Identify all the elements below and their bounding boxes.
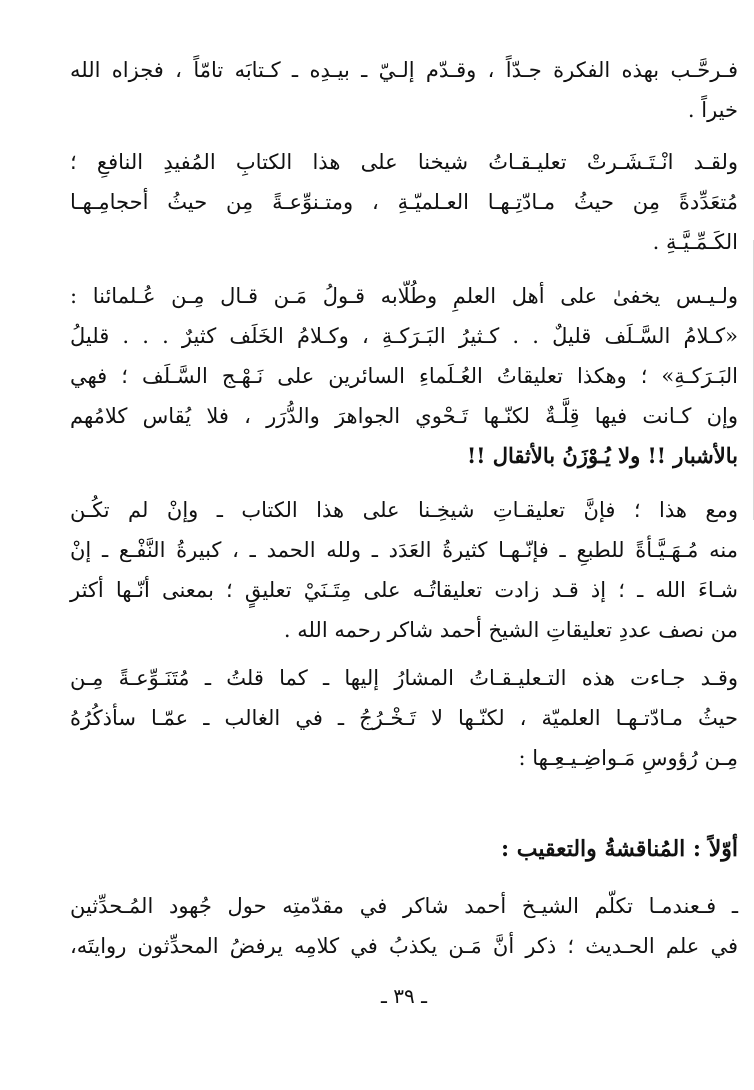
text-line: ـ فـعندمـا تكلّم الشيـخ أحمد شاكر في مقدّمتِه حول جُهود المُـحدِّثين bbox=[70, 894, 738, 918]
text-line: مِـن رُؤوسِ مَـواضِـيـعِـها : bbox=[518, 746, 738, 770]
text-line: منه مُـهَـيَّـأةً للطبعِ ـ فإنّـهـا كثيرةُ العَدَد ـ ولله الحمد ـ ، كبيرةُ النَّفْـع ـ إنْ bbox=[70, 538, 738, 562]
text-line: وقـد جـاءت هذه التـعليـقـاتُ المشارُ إليها ـ كما قلتُ ـ مُتَنَـوِّعـةً مِـن bbox=[70, 666, 738, 690]
text-line: ولقـد انْـتَـشَـرتْ تعليـقـاتُ شيخنا على هذا الكتابِ المُفيدِ النافعِ ؛ bbox=[70, 150, 738, 174]
text-line: شـاءَ الله ـ ؛ إذ قـد زادت تعليقاتُـه على مِتَـنَيْ تعليقٍ ؛ بمعنى أنّـها أكثر bbox=[70, 578, 738, 602]
section-heading: أوّلاً : المُناقشةُ والتعقيب : bbox=[500, 836, 738, 862]
text-line: وإن كـانت فيها قِلَّـةٌ لكنّـها تَـحْوي الجواهرَ والدُّرَر ، فلا يُقاس كلامُهم bbox=[70, 404, 738, 428]
paragraph-4 bbox=[70, 490, 738, 650]
text-line: فـرحَّـب بهذه الفكرة جـدّاً ، وقـدّم إلـيّ ـ بيـدِه ـ كـتابَه تامّاً ، فجزاه الله bbox=[70, 58, 738, 82]
text-line: ولـيـس يخفىٰ على أهل العلمِ وطُلّابه قـولُ مَـن قـال مِـن عُـلمائنا : bbox=[70, 284, 738, 308]
paragraph-1 bbox=[70, 50, 738, 130]
text-line: ومع هذا ؛ فإنَّ تعليقـاتِ شيخِـنا على هذا الكتاب ـ وإنْ لم تكُـن bbox=[70, 498, 738, 522]
text-line: خيراً . bbox=[687, 98, 738, 122]
text-line: البَـرَكـةِ» ؛ وهكذا تعليقاتُ العُـلَماءِ السائرين على نَـهْـج السَّـلَف ؛ فهي bbox=[70, 364, 738, 388]
paragraph-5 bbox=[70, 658, 738, 778]
paragraph-3 bbox=[70, 276, 738, 476]
text-line: من نصف عددِ تعليقاتِ الشيخ أحمد شاكر رحمه الله . bbox=[283, 618, 738, 642]
text-line: بالأشبار !! ولا يُـوْزَنُ بالأثقال !! bbox=[467, 443, 738, 468]
text-line: «كـلامُ السَّـلَف قليلٌ . . كـثيرُ البَـرَكـةِ ، وكـلامُ الخَلَف كثيرٌ . . . قليلُ bbox=[70, 324, 738, 348]
paragraph-2 bbox=[70, 142, 738, 262]
text-line: في علم الحـديث ؛ ذكر أنَّ مَـن يكذبُ في كلامِه يرفضُ المحدِّثون روايتَه، bbox=[70, 934, 738, 958]
text-line: مُتعَدِّدةً مِن حيثُ مـادّتِـهـا العـلميّـةِ ، ومتـنوِّعـةً مِن حيثُ أحجامِـهـا bbox=[70, 190, 738, 214]
text-line: حيثُ مـادّتـهـا العلميّة ، لكنّـها لا تَـخْـرُجُ ـ في الغالب ـ عمّـا سأذكُرُهُ bbox=[70, 706, 738, 730]
text-line: الكَـمِّـيَّـةِ . bbox=[652, 230, 738, 254]
page-number: ـ ٣٩ ـ bbox=[381, 984, 427, 1008]
book-page bbox=[70, 0, 738, 1090]
paragraph-6 bbox=[70, 886, 738, 966]
